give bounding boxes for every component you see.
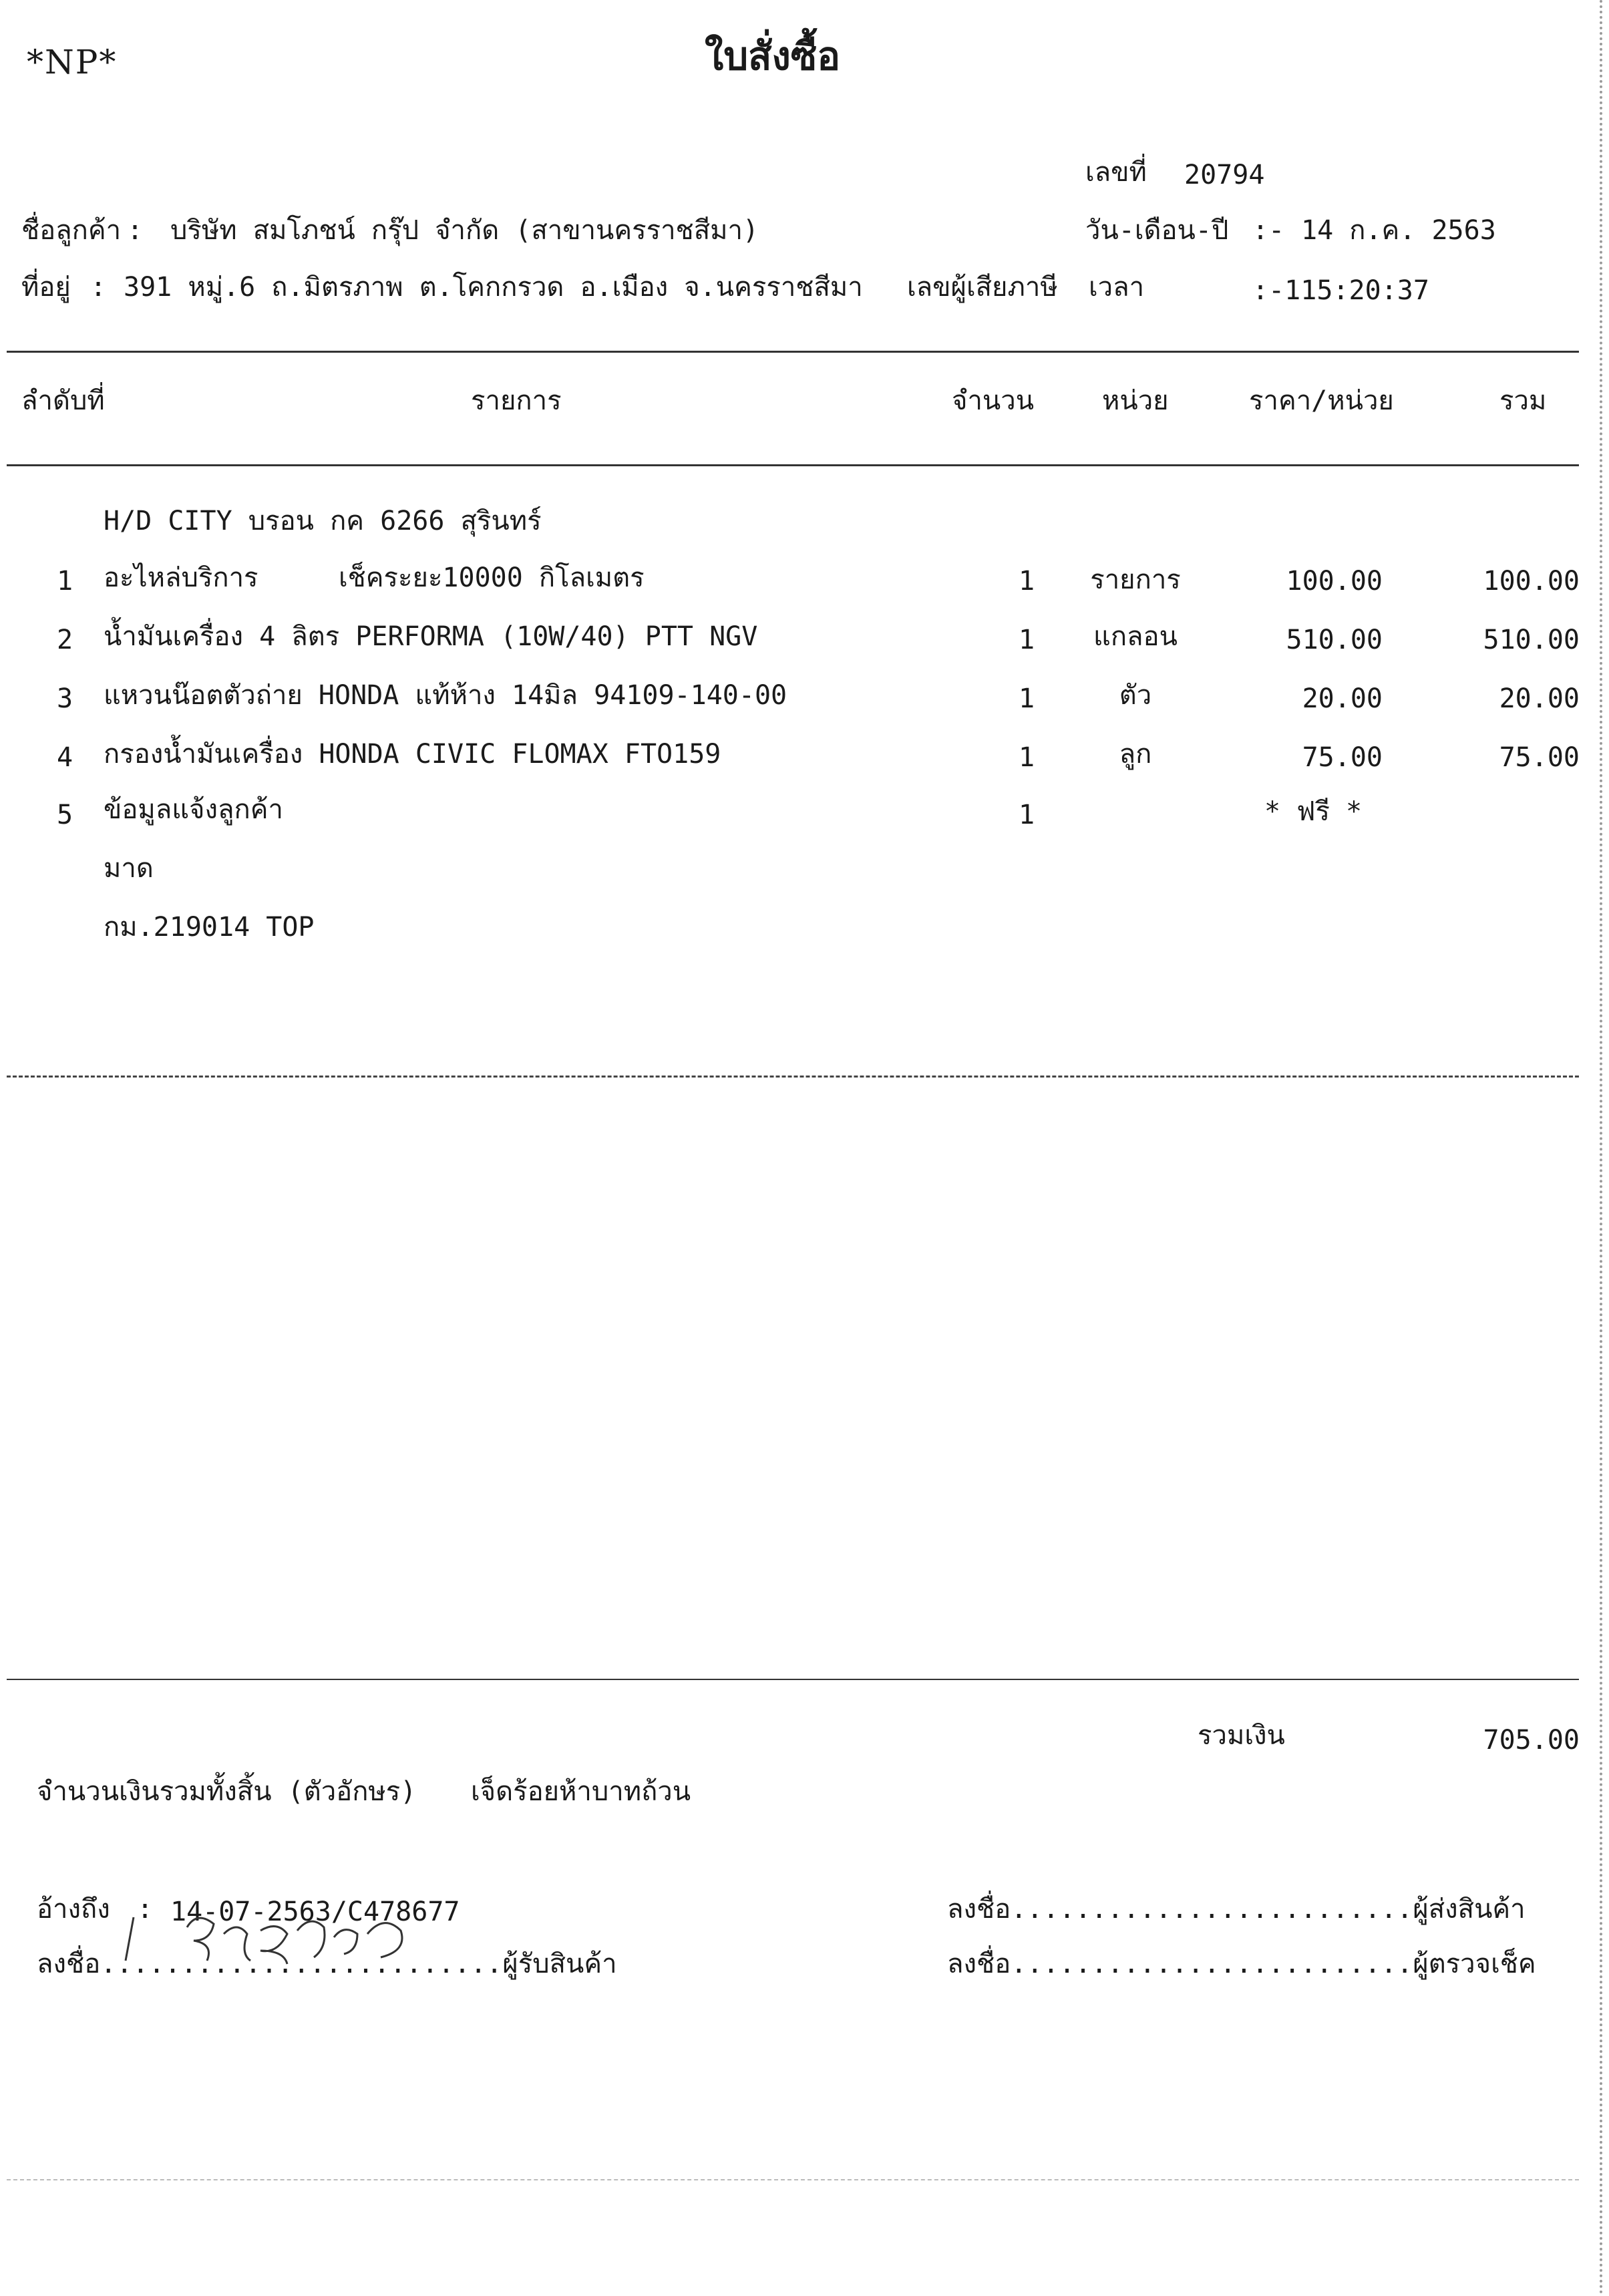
total-amount: 705.00 <box>1483 1725 1580 1756</box>
row-qty: 1 <box>1019 625 1035 655</box>
doc-number-label: เลขที่ <box>1085 157 1147 188</box>
col-header-price: ราคา/หน่วย <box>1249 385 1394 416</box>
row-unit: ลูก <box>1119 739 1152 770</box>
time-label: เวลา <box>1089 272 1145 303</box>
row-no: 3 <box>57 683 73 714</box>
col-header-total: รวม <box>1499 385 1547 416</box>
note-line: มาด <box>104 853 154 884</box>
total-label: รวมเงิน <box>1198 1720 1285 1751</box>
footer-rule <box>7 1679 1579 1680</box>
row-qty: 1 <box>1019 800 1035 830</box>
row-price: 510.00 <box>1286 625 1383 655</box>
receiver-signature-line: ลงชื่อ.........................ผู้รับสินค้า <box>37 1949 617 1979</box>
page-edge-perforation <box>1600 0 1602 2296</box>
row-no: 2 <box>57 625 73 655</box>
row-item: แหวนน๊อตตัวถ่าย HONDA แท้ห้าง 14มิล 94109-140-00 <box>104 680 787 711</box>
row-total: 20.00 <box>1499 683 1580 714</box>
date-label: วัน-เดือน-ปี <box>1085 215 1229 246</box>
row-item: อะไหล่บริการ เช็คระยะ10000 กิโลเมตร <box>104 562 645 593</box>
row-item: น้ำมันเครื่อง 4 ลิตร PERFORMA (10W/40) PTT NGV <box>104 621 758 652</box>
signature-text: ธิราภรณ์ <box>114 1904 116 1905</box>
customer-label: ชื่อลูกค้า <box>21 215 122 246</box>
tax-id-label: เลขผู้เสียภาษี <box>907 272 1058 303</box>
doc-number: 20794 <box>1184 160 1265 190</box>
row-no: 4 <box>57 742 73 773</box>
customer-name: บริษัท สมโภชน์ กรุ๊ป จำกัด (สาขานครราชสีมา) <box>170 215 759 246</box>
row-unit: รายการ <box>1090 564 1181 595</box>
row-no: 5 <box>57 800 73 830</box>
row-price: * ฟรี * <box>1264 796 1363 827</box>
row-qty: 1 <box>1019 683 1035 714</box>
row-total: 100.00 <box>1483 566 1580 597</box>
np-mark: *NP* <box>27 43 118 81</box>
row-price: 75.00 <box>1302 742 1383 773</box>
row-total: 75.00 <box>1499 742 1580 773</box>
row-item: กรองน้ำมันเครื่อง HONDA CIVIC FLOMAX FTO159 <box>104 739 721 770</box>
document-title: ใบสั่งซื้อ <box>705 33 841 79</box>
sender-signature-line: ลงชื่อ.........................ผู้ส่งสินค้า <box>947 1894 1526 1925</box>
row-total: 510.00 <box>1483 625 1580 655</box>
row-unit: แกลอน <box>1093 621 1178 652</box>
vehicle-info: H/D CITY บรอน กค 6266 สุรินทร์ <box>104 506 542 536</box>
address-value: 391 หมู่.6 ถ.มิตรภาพ ต.โคกกรวด อ.เมือง จ.นครราชสีมา <box>124 272 863 303</box>
reference-value: 14-07-2563/C478677 <box>170 1897 460 1927</box>
reference-label: อ้างถึง <box>37 1894 110 1925</box>
row-item: ข้อมูลแจ้งลูกค้า <box>104 794 283 825</box>
address-label: ที่อยู่ <box>21 272 71 303</box>
row-qty: 1 <box>1019 742 1035 773</box>
amount-words: เจ็ดร้อยห้าบาทถ้วน <box>471 1776 691 1807</box>
items-end-dashed-rule <box>7 1076 1579 1078</box>
row-no: 1 <box>57 566 73 597</box>
checker-signature-line: ลงชื่อ.........................ผู้ตรวจเช็ค <box>947 1949 1536 1979</box>
col-header-unit: หน่วย <box>1102 385 1169 416</box>
header-rule <box>7 351 1579 353</box>
col-header-no: ลำดับที่ <box>21 385 105 416</box>
row-price: 20.00 <box>1302 683 1383 714</box>
time-value: :-115:20:37 <box>1252 275 1429 306</box>
row-price: 100.00 <box>1286 566 1383 597</box>
row-qty: 1 <box>1019 566 1035 597</box>
date-value: 14 ก.ค. 2563 <box>1301 215 1496 246</box>
col-header-qty: จำนวน <box>952 385 1035 416</box>
amount-words-label: จำนวนเงินรวมทั้งสิ้น (ตัวอักษร) <box>37 1776 417 1807</box>
handwritten-signature <box>114 1904 427 1984</box>
note-line: กม.219014 TOP <box>104 912 315 943</box>
row-unit: ตัว <box>1119 680 1152 711</box>
bottom-faint-rule <box>7 2179 1579 2180</box>
column-header-rule <box>7 464 1579 466</box>
col-header-item: รายการ <box>471 385 562 416</box>
